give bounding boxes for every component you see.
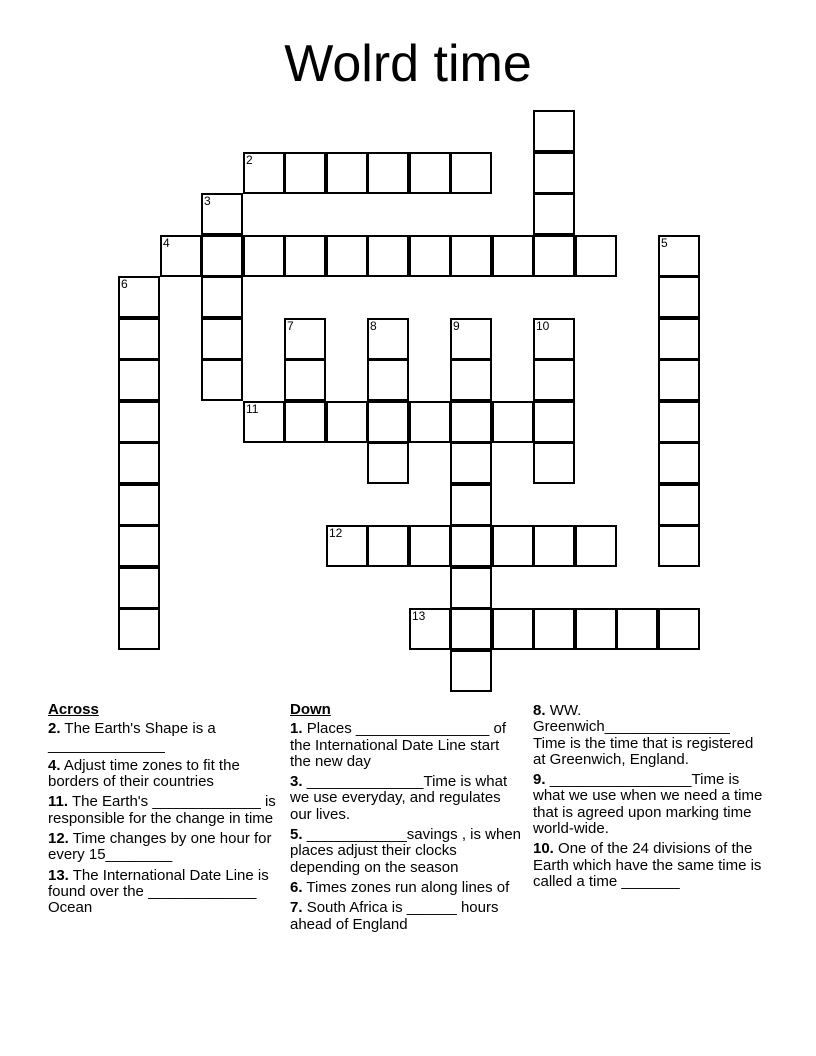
grid-cell[interactable] <box>450 525 492 567</box>
grid-cell[interactable] <box>118 567 160 609</box>
clue-number: 11. <box>48 793 69 811</box>
grid-cell[interactable] <box>284 318 326 360</box>
grid-cell[interactable] <box>118 442 160 484</box>
cell-number: 7 <box>287 319 294 333</box>
grid-cell[interactable] <box>533 359 575 401</box>
grid-cell[interactable] <box>450 608 492 650</box>
clue-text: Adjust time zones to fit the borders of their countries <box>48 756 240 791</box>
cell-number: 10 <box>536 319 550 333</box>
grid-cell[interactable] <box>450 567 492 609</box>
grid-cell[interactable] <box>492 608 534 650</box>
clue-text: ____________savings , is when places adjust their clocks depending on the season <box>290 826 522 876</box>
clue-across-4 <box>48 758 280 791</box>
clue-number: 5. <box>290 826 303 844</box>
grid-cell[interactable] <box>367 318 409 360</box>
grid-cell[interactable] <box>201 359 243 401</box>
grid-cell[interactable] <box>160 235 202 277</box>
grid-cell[interactable] <box>118 359 160 401</box>
clue-number: 12. <box>48 830 69 848</box>
grid-cell[interactable] <box>533 401 575 443</box>
clue-number: 10. <box>533 840 554 858</box>
grid-cell[interactable] <box>616 608 658 650</box>
grid-cell[interactable] <box>326 235 368 277</box>
grid-cell[interactable] <box>575 608 617 650</box>
grid-cell[interactable] <box>450 152 492 194</box>
grid-cell[interactable] <box>243 152 285 194</box>
grid-cell[interactable] <box>492 401 534 443</box>
down-heading: Down <box>290 701 331 718</box>
grid-cell[interactable] <box>284 359 326 401</box>
grid-cell[interactable] <box>409 152 451 194</box>
clue-text: ______________Time is what we use everyday, and regulates our lives. <box>290 773 508 823</box>
grid-cell[interactable] <box>533 608 575 650</box>
grid-cell[interactable] <box>326 401 368 443</box>
grid-cell[interactable] <box>533 110 575 152</box>
clue-number: 4. <box>48 756 61 774</box>
clue-down-9 <box>533 772 765 837</box>
cell-number: 2 <box>246 153 253 167</box>
grid-cell[interactable] <box>658 525 700 567</box>
cell-number: 3 <box>204 194 211 208</box>
clue-down-8 <box>533 703 765 768</box>
grid-cell[interactable] <box>450 359 492 401</box>
down-clues-continued <box>533 703 765 894</box>
clue-number: 8. <box>533 702 546 719</box>
grid-cell[interactable] <box>367 152 409 194</box>
clue-text: South Africa is ______ hours ahead of England <box>290 899 499 933</box>
clue-text: One of the 24 divisions of the Earth which have the same time is called a time _______ <box>533 840 762 890</box>
grid-cell[interactable] <box>284 401 326 443</box>
clue-number: 6. <box>290 878 303 896</box>
grid-cell[interactable] <box>533 525 575 567</box>
grid-cell[interactable] <box>201 318 243 360</box>
clue-text: The Earth's _____________ is responsible for the change in time <box>48 793 276 827</box>
grid-cell[interactable] <box>450 484 492 526</box>
grid-cell[interactable] <box>409 608 451 650</box>
grid-cell[interactable] <box>658 318 700 360</box>
down-clues <box>290 702 522 937</box>
grid-cell[interactable] <box>492 525 534 567</box>
grid-cell[interactable] <box>409 525 451 567</box>
clue-number: 2. <box>48 720 61 738</box>
grid-cell[interactable] <box>367 235 409 277</box>
grid-cell[interactable] <box>284 235 326 277</box>
grid-cell[interactable] <box>326 152 368 194</box>
grid-cell[interactable] <box>284 152 326 194</box>
puzzle-title: Wolrd time <box>284 35 532 93</box>
grid-cell[interactable] <box>658 401 700 443</box>
grid-cell[interactable] <box>533 318 575 360</box>
clue-down-6 <box>290 880 522 896</box>
clue-text: The International Date Line is found over the _____________ Ocean <box>48 866 269 917</box>
grid-cell[interactable] <box>118 318 160 360</box>
cell-number: 6 <box>121 277 128 291</box>
clue-down-5 <box>290 827 522 876</box>
grid-cell[interactable] <box>409 401 451 443</box>
grid-cell[interactable] <box>450 235 492 277</box>
grid-cell[interactable] <box>118 401 160 443</box>
grid-cell[interactable] <box>533 152 575 194</box>
clue-text: WW. Greenwich_______________ Time is the time that is registered at Greenwich, England. <box>533 702 754 768</box>
grid-cell[interactable] <box>367 401 409 443</box>
cell-number: 5 <box>661 236 668 250</box>
cell-number: 11 <box>246 402 259 416</box>
cell-number: 8 <box>370 319 377 333</box>
grid-cell[interactable] <box>118 276 160 318</box>
clue-down-3 <box>290 774 522 823</box>
grid-cell[interactable] <box>658 608 700 650</box>
clue-down-1 <box>290 721 522 770</box>
across-clues <box>48 702 280 921</box>
clue-text: The Earth's Shape is a ______________ <box>48 720 216 754</box>
grid-cell[interactable] <box>201 276 243 318</box>
cell-number: 13 <box>412 609 426 623</box>
grid-cell[interactable] <box>326 525 368 567</box>
grid-cell[interactable] <box>367 525 409 567</box>
grid-cell[interactable] <box>658 484 700 526</box>
grid-cell[interactable] <box>575 235 617 277</box>
cell-number: 9 <box>453 319 460 333</box>
grid-cell[interactable] <box>367 359 409 401</box>
grid-cell[interactable] <box>658 442 700 484</box>
clue-number: 1. <box>290 720 303 738</box>
grid-cell[interactable] <box>575 525 617 567</box>
grid-cell[interactable] <box>201 193 243 235</box>
grid-cell[interactable] <box>243 401 285 443</box>
grid-cell[interactable] <box>367 442 409 484</box>
clue-across-13 <box>48 868 280 917</box>
clue-number: 3. <box>290 773 303 791</box>
grid-cell[interactable] <box>658 359 700 401</box>
grid-cell[interactable] <box>450 318 492 360</box>
grid-cell[interactable] <box>450 442 492 484</box>
clue-across-12 <box>48 831 280 864</box>
grid-cell[interactable] <box>658 235 700 277</box>
clue-text: Times zones run along lines of <box>306 878 510 896</box>
clue-down-10 <box>533 841 765 890</box>
grid-cell[interactable] <box>201 235 243 277</box>
cell-number: 12 <box>329 526 343 540</box>
clue-text: Places ________________ of the International Date Line start the new day <box>290 720 507 770</box>
grid-cell[interactable] <box>533 442 575 484</box>
grid-cell[interactable] <box>450 650 492 692</box>
grid-cell[interactable] <box>658 276 700 318</box>
clue-down-7 <box>290 900 522 933</box>
grid-cell[interactable] <box>450 401 492 443</box>
clue-text: _________________Time is what we use when we need a time that is agreed upon marking time world-wide. <box>533 771 763 838</box>
grid-cell[interactable] <box>533 235 575 277</box>
grid-cell[interactable] <box>409 235 451 277</box>
grid-cell[interactable] <box>243 235 285 277</box>
grid-cell[interactable] <box>533 193 575 235</box>
grid-cell[interactable] <box>492 235 534 277</box>
clue-across-11 <box>48 794 280 827</box>
clue-number: 13. <box>48 866 69 884</box>
across-heading: Across <box>48 701 99 718</box>
grid-cell[interactable] <box>118 525 160 567</box>
grid-cell[interactable] <box>118 608 160 650</box>
clue-number: 9. <box>533 771 546 789</box>
grid-cell[interactable] <box>118 484 160 526</box>
clue-number: 7. <box>290 899 303 917</box>
clue-across-2 <box>48 721 280 754</box>
clue-text: Time changes by one hour for every 15________ <box>48 830 272 864</box>
cell-number: 4 <box>163 236 170 250</box>
